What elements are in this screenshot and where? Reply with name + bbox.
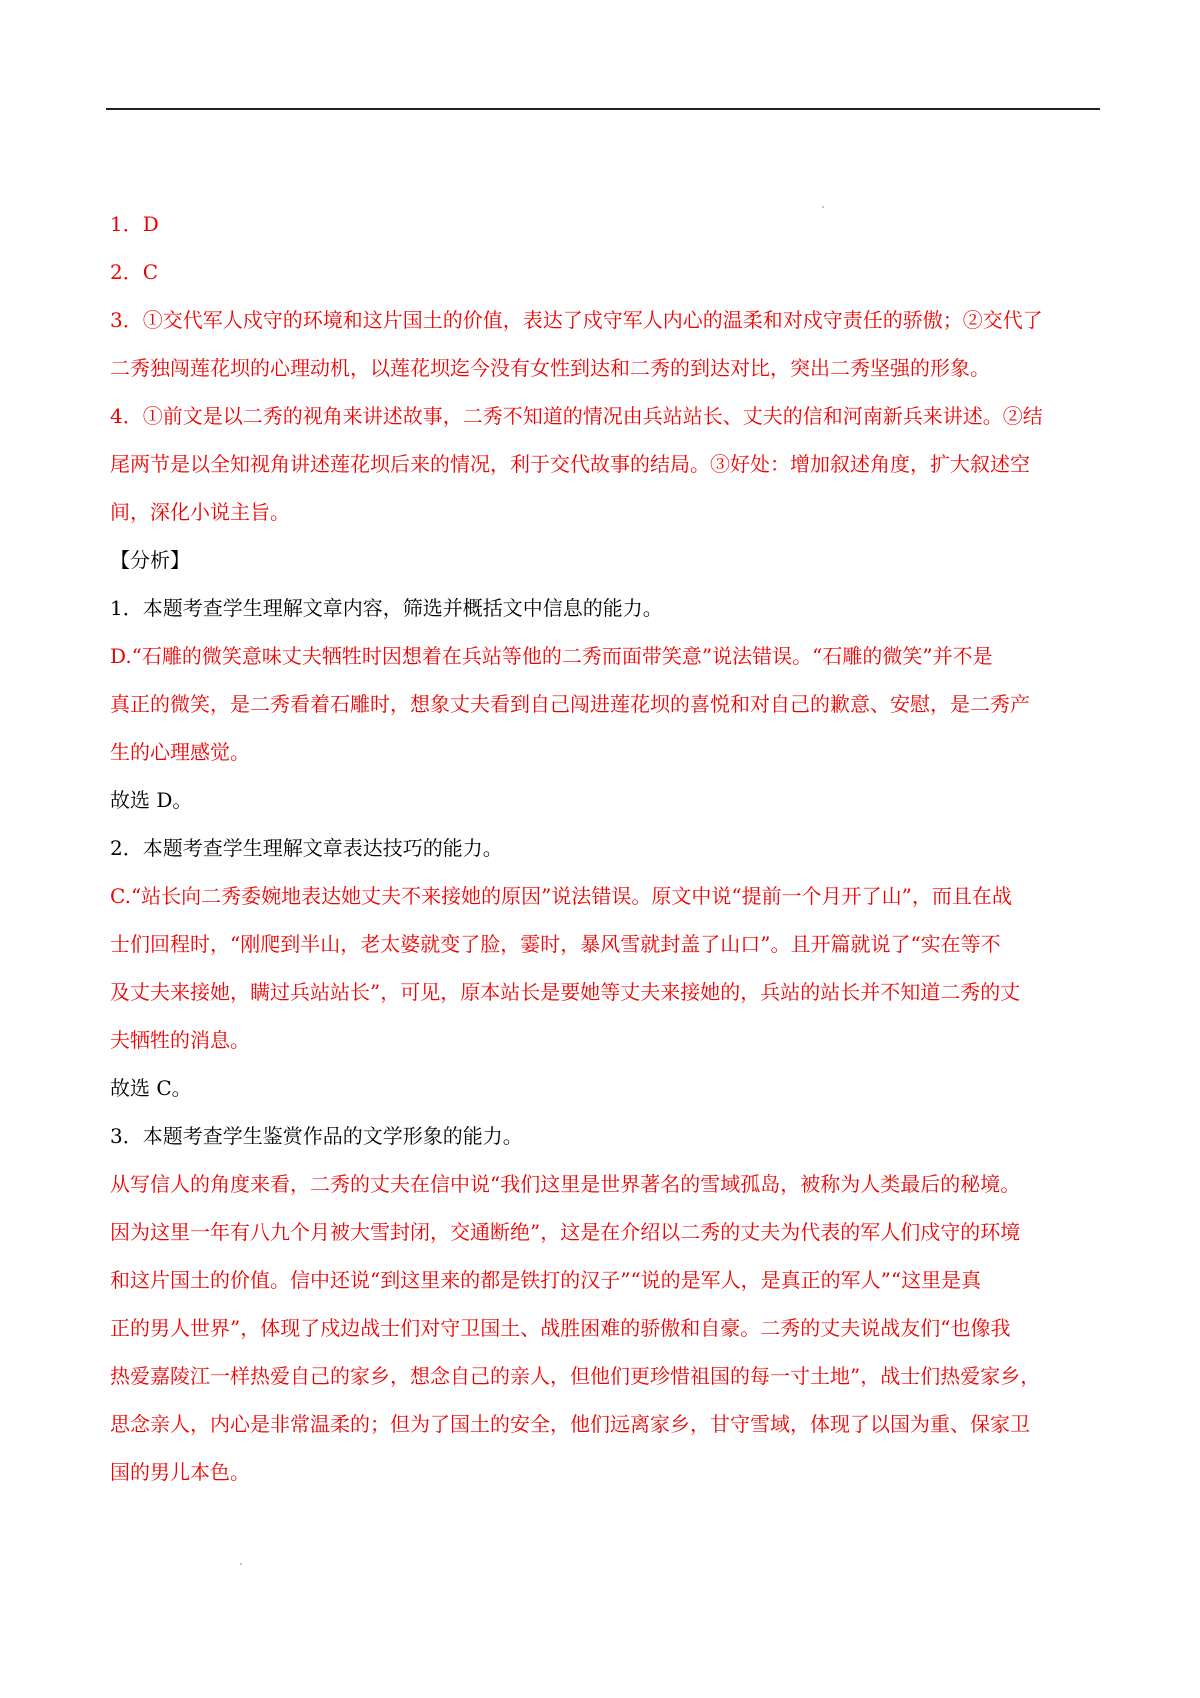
analysis-q1-intro: 1．本题考查学生理解文章内容，筛选并概括文中信息的能力。 — [110, 596, 663, 620]
analysis-q2-line: 及丈夫来接她，瞒过兵站站长”，可见，原本站长是要她等丈夫来接她的，兵站的站长并不知道二秀的丈 — [110, 980, 1021, 1004]
analysis-q2-line: 夫牺牲的消息。 — [110, 1028, 250, 1052]
answer-2: 2．C — [110, 260, 159, 284]
analysis-q1-conclusion: 故选 D。 — [110, 788, 193, 812]
analysis-q3-line: 正的男人世界”，体现了戍边战士们对守卫国土、战胜困难的骄傲和自豪。二秀的丈夫说战友们“也像我 — [110, 1316, 1011, 1340]
answer-1: 1．D — [110, 212, 159, 236]
analysis-q2-line: C.“站长向二秀委婉地表达她丈夫不来接她的原因”说法错误。原文中说“提前一个月开了山”，而且在战 — [110, 884, 1012, 908]
answer-3-line: 二秀独闯莲花坝的心理动机，以莲花坝迄今没有女性到达和二秀的到达对比，突出二秀坚强的形象。 — [110, 356, 990, 380]
answer-content — [110, 200, 1100, 1496]
analysis-q3-line: 从写信人的角度来看，二秀的丈夫在信中说“我们这里是世界著名的雪域孤岛，被称为人类最后的秘境。 — [110, 1172, 1021, 1196]
answer-4-line: 4．①前文是以二秀的视角来讲述故事，二秀不知道的情况由兵站站长、丈夫的信和河南新兵来讲述。②结 — [110, 404, 1043, 428]
analysis-q3-line: 热爱嘉陵江一样热爱自己的家乡，想念自己的亲人，但他们更珍惜祖国的每一寸土地”，战士们热爱家乡， — [110, 1364, 1041, 1388]
analysis-q1-line: 生的心理感觉。 — [110, 740, 250, 764]
answer-3-line: 3．①交代军人戍守的环境和这片国土的价值，表达了戍守军人内心的温柔和对戍守责任的骄傲；②交代了 — [110, 308, 1043, 332]
scan-speck — [240, 1563, 242, 1565]
analysis-q3-line: 和这片国土的价值。信中还说“到这里来的都是铁打的汉子”“说的是军人，是真正的军人”“这里是真 — [110, 1268, 982, 1292]
header-rule — [106, 108, 1100, 110]
analysis-q3-line: 因为这里一年有八九个月被大雪封闭，交通断绝”，这是在介绍以二秀的丈夫为代表的军人们戍守的环境 — [110, 1220, 1021, 1244]
analysis-q3-line: 思念亲人，内心是非常温柔的；但为了国土的安全，他们远离家乡，甘守雪域，体现了以国为重、保家卫 — [110, 1412, 1030, 1436]
analysis-q3-line: 国的男儿本色。 — [110, 1460, 250, 1484]
analysis-q1-line: D.“石雕的微笑意味丈夫牺牲时因想着在兵站等他的二秀而面带笑意”说法错误。“石雕的微笑”并不是 — [110, 644, 993, 668]
answer-4-line: 间，深化小说主旨。 — [110, 500, 290, 524]
analysis-q3-intro: 3．本题考查学生鉴赏作品的文学形象的能力。 — [110, 1124, 523, 1148]
analysis-q2-intro: 2．本题考查学生理解文章表达技巧的能力。 — [110, 836, 503, 860]
analysis-q2-line: 士们回程时，“刚爬到半山，老太婆就变了脸，霎时，暴风雪就封盖了山口”。且开篇就说了“实在等不 — [110, 932, 1001, 956]
answer-4-line: 尾两节是以全知视角讲述莲花坝后来的情况，利于交代故事的结局。③好处：增加叙述角度，扩大叙述空 — [110, 452, 1030, 476]
analysis-q1-line: 真正的微笑，是二秀看着石雕时，想象丈夫看到自己闯进莲花坝的喜悦和对自己的歉意、安慰，是二秀产 — [110, 692, 1030, 716]
analysis-q2-conclusion: 故选 C。 — [110, 1076, 192, 1100]
analysis-heading: 【分析】 — [110, 548, 190, 572]
